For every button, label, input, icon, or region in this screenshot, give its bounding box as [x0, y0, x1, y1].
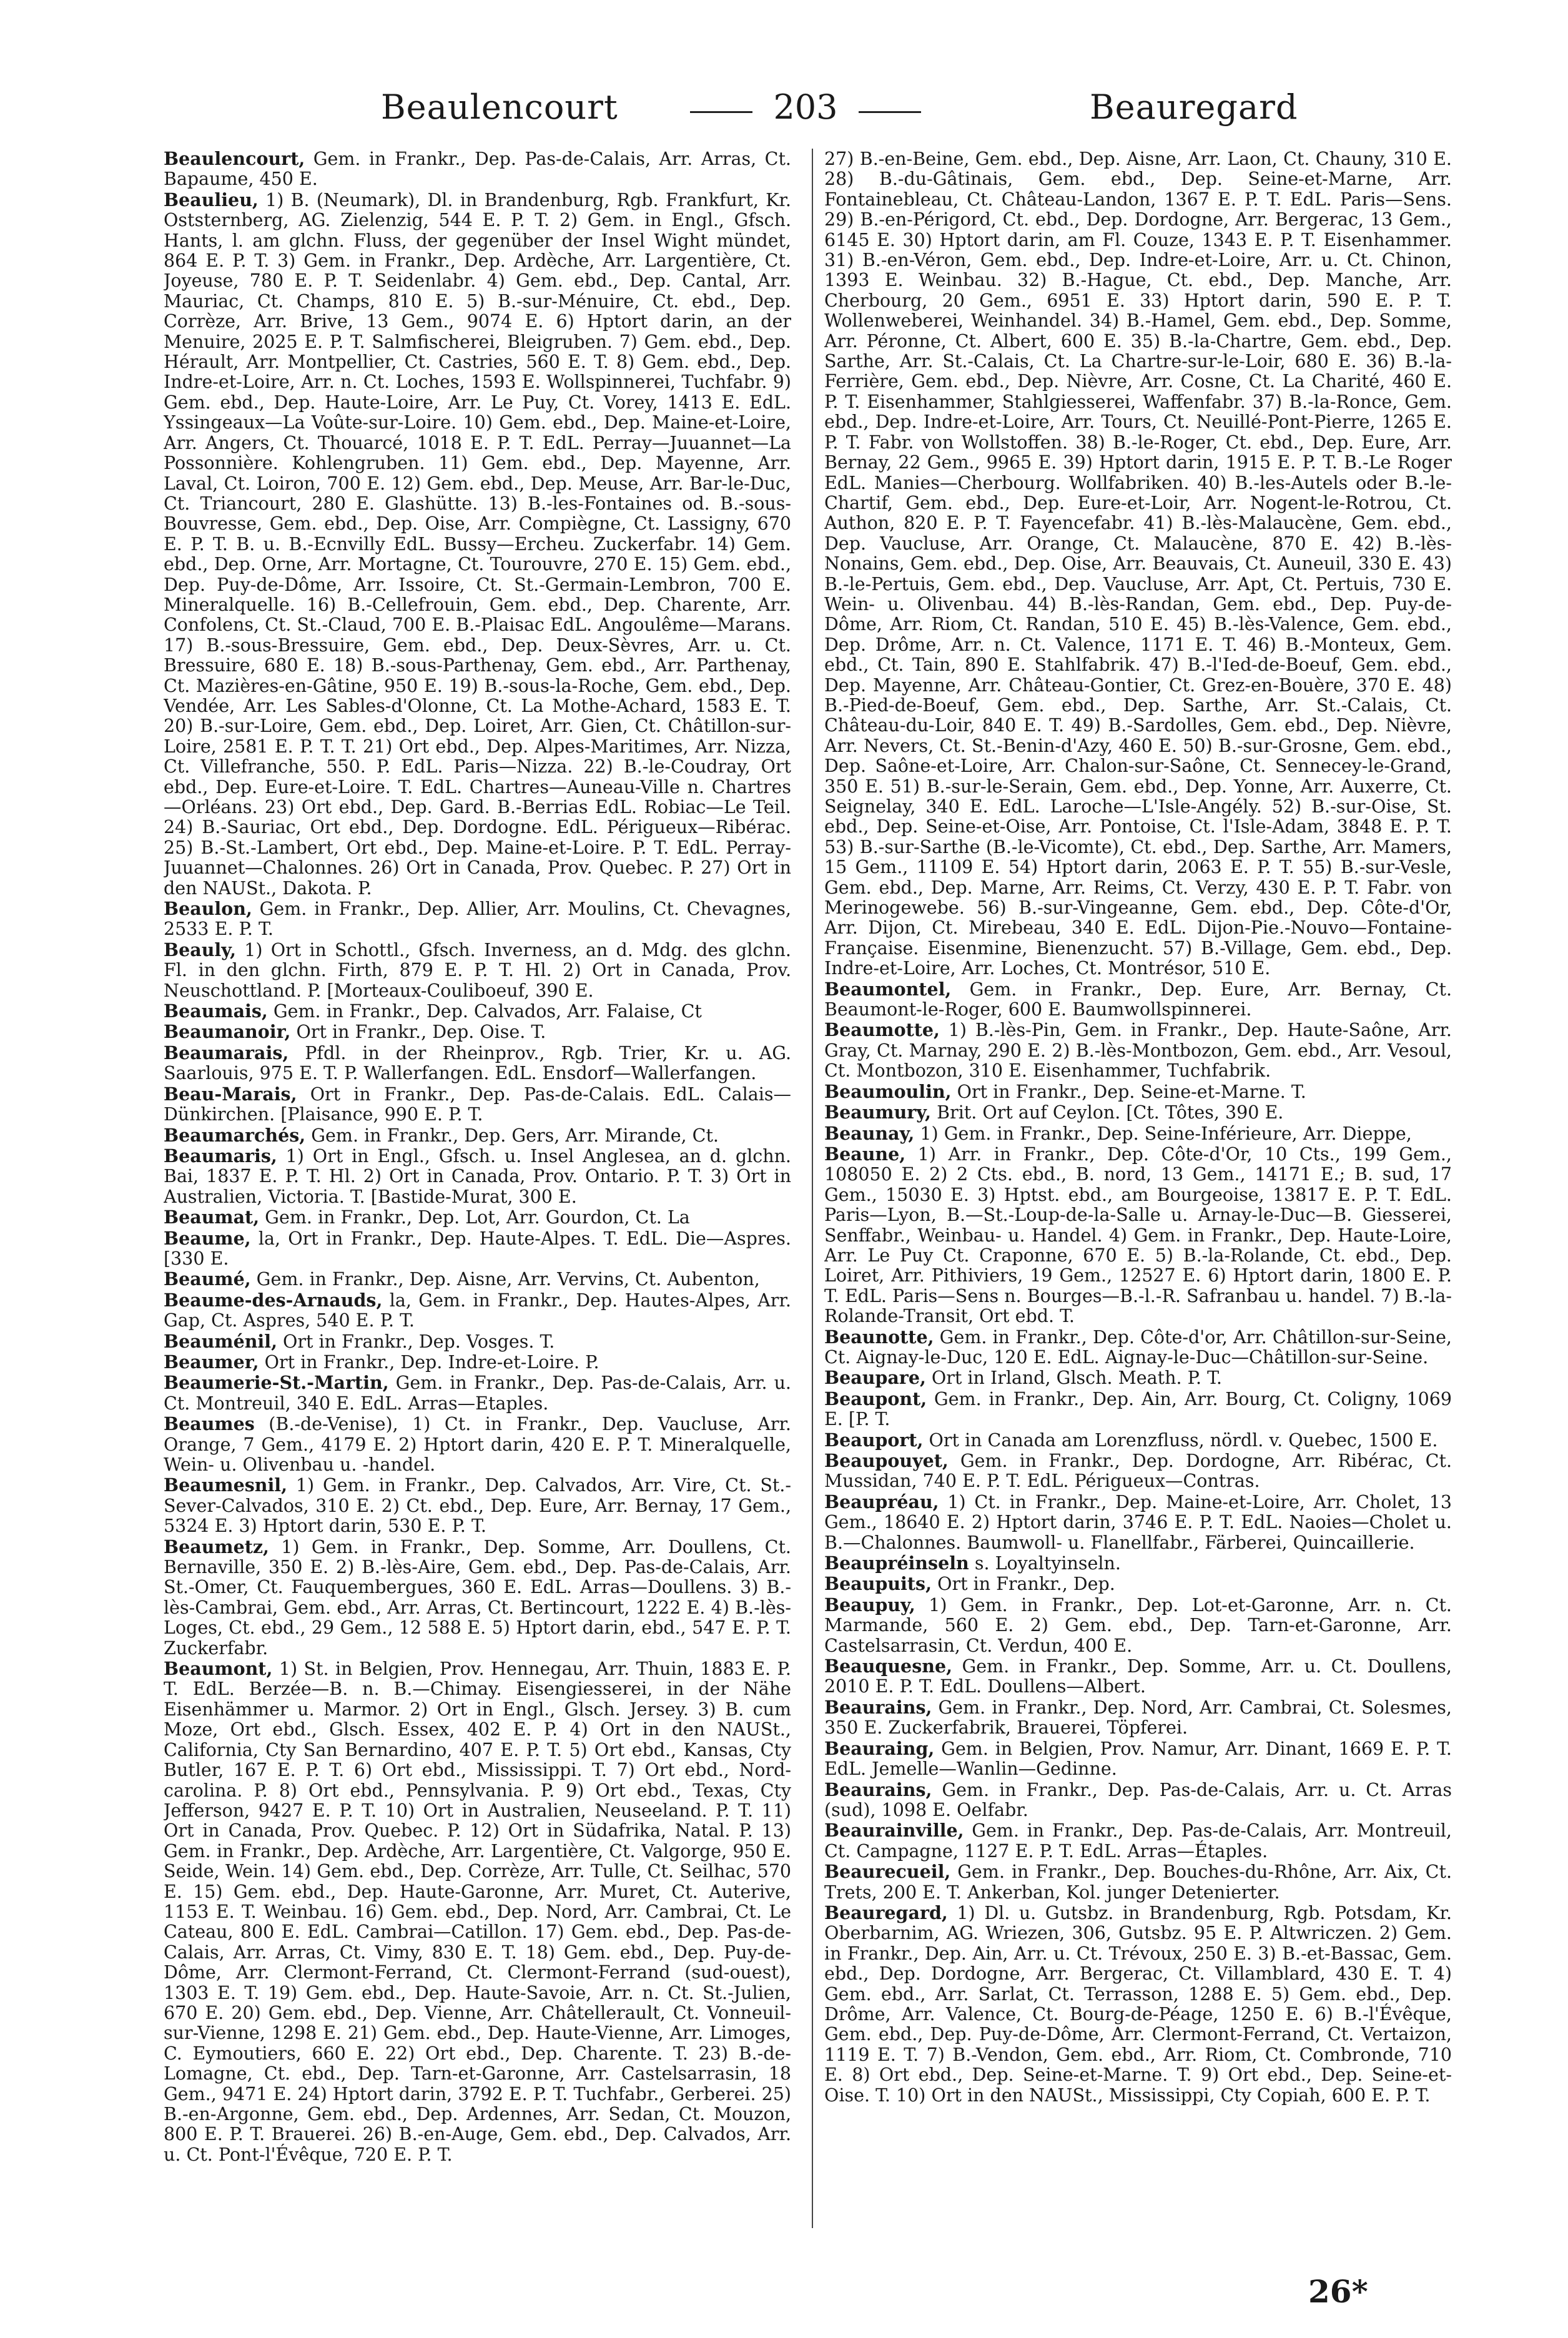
entry-text: Gem. in Frankr., Dep. Pas-de-Calais, Arr. Arras, Ct. Bapaume, 450 E. [164, 149, 791, 190]
gazetteer-entry [824, 1820, 1452, 1862]
entry-headword: Beaupuy, [824, 1594, 915, 1615]
gazetteer-entry [824, 1430, 1452, 1451]
left-column [164, 149, 791, 2247]
entry-headword: Beaume, [164, 1227, 251, 1249]
entry-text: Gem. in Frankr., Dep. Gers, Arr. Mirande, Ct. [305, 1125, 719, 1146]
gazetteer-entry [824, 1739, 1452, 1780]
gazetteer-entry [164, 1228, 791, 1270]
entry-headword: Beauquesne, [824, 1655, 953, 1677]
entry-headword: Beaupréau, [824, 1491, 939, 1512]
entry-text: Ort in Frankr., Dep. Pas-de-Calais. EdL. Calais—Dünkirchen. [Plaisance, 990 E. P. T. [164, 1083, 791, 1125]
entry-headword: Beauregard, [824, 1901, 948, 1923]
gazetteer-entry [824, 1492, 1452, 1553]
entry-headword: Beaumer, [164, 1351, 259, 1373]
entry-text: 1) Gem. in Frankr., Dep. Seine-Inférieure, Arr. Dieppe, [914, 1123, 1412, 1144]
entry-text: Gem. in Frankr., Dep. Pas-de-Calais, Arr. u. Ct. Montreuil, 340 E. EdL. Arras—Etaples. [164, 1373, 791, 1414]
entry-headword: Beaupont, [824, 1388, 927, 1409]
entry-text: Gem. in Frankr., Dep. Pas-de-Calais, Arr. Montreuil, Ct. Campagne, 1127 E. P. T. EdL. Arras—Étaples. [824, 1820, 1452, 1862]
running-head-left: Beaulencourt [381, 87, 618, 127]
entry-headword: Beaumé, [164, 1268, 251, 1290]
entry-text: Ort in Frankr., Dep. Oise. T. [290, 1022, 546, 1043]
gazetteer-entry [164, 1352, 791, 1373]
gazetteer-entry [824, 1697, 1452, 1739]
entry-headword: Beauraing, [824, 1737, 935, 1759]
entry-headword: Beaumat, [164, 1206, 260, 1228]
gazetteer-entry [824, 1082, 1452, 1102]
entry-text: Gem. in Frankr., Dep. Eure, Arr. Bernay, Ct. Beaumont-le-Roger, 600 E. Baumwollspinnerei. [824, 979, 1452, 1020]
entry-headword: Beaume-des-Arnauds, [164, 1289, 383, 1311]
gazetteer-entry [164, 1659, 791, 2165]
entry-headword: Beaulieu, [164, 189, 259, 210]
entry-headword: Beau-Marais, [164, 1083, 297, 1105]
entry-text: Gem. in Belgien, Prov. Namur, Arr. Dinant, 1669 E. P. T. EdL. Jemelle—Wanlin—Gedinne. [824, 1738, 1452, 1780]
gazetteer-entry [164, 1125, 791, 1146]
entry-text: la, Gem. in Frankr., Dep. Hautes-Alpes, Arr. Gap, Ct. Aspres, 540 E. P. T. [164, 1290, 791, 1331]
gazetteer-entry [824, 149, 1452, 979]
entry-text: 1) St. in Belgien, Prov. Hennegau, Arr. Thuin, 1883 E. P. T. EdL. Berzée—B. n. B.—Chimay. Eisengiesserei, in der Nähe Eisenhämmer u. Marmor. 2) Ort in Engl., Glsch. Jersey. 3) B. cum Moze, Ort ebd., Glsch. Essex, 402 E. P. 4) Ort in den NAUSt., California, Cty San Bernardino, 407 E. P. T. 5) Ort ebd., Kansas, Cty Butler, 167 E. P. T. 6) Ort ebd., Mississippi. T. 7) Ort ebd., Nord-carolina. P. 8) Ort ebd., Pennsylvania. P. 9) Ort ebd., Texas, Cty Jefferson, 9427 E. P. T. 10) Ort in Australien, Neuseeland. P. T. 11) Ort in Canada, Prov. Quebec. P. 12) Ort in Südafrika, Natal. P. 13) Gem. in Frankr., Dep. Ardèche, Arr. Largentière, Ct. Valgorge, 950 E. Seide, Wein. 14) Gem. ebd., Dep. Corrèze, Arr. Tulle, Ct. Seilhac, 570 E. 15) Gem. ebd., Dep. Haute-Garonne, Arr. Muret, Ct. Auterive, 1153 E. T. Weinbau. 16) Gem. ebd., Dep. Nord, Arr. Cambrai, Ct. Le Cateau, 800 E. EdL. Cambrai—Catillon. 17) Gem. ebd., Dep. Pas-de-Calais, Arr. Arras, Ct. Vimy, 830 E. T. 18) Gem. ebd., Dep. Puy-de-Dôme, Arr. Clermont-Ferrand, Ct. Clermont-Ferrand (sud-ouest), 1303 E. T. 19) Gem. ebd., Dep. Haute-Savoie, Arr. n. Ct. St.-Julien, 670 E. 20) Gem. ebd., Dep. Vienne, Arr. Châtellerault, Ct. Vonneuil-sur-Vienne, 1298 E. 21) Gem. ebd., Dep. Haute-Vienne, Arr. Limoges, C. Eymoutiers, 660 E. 22) Ort ebd., Dep. Charente. T. 23) B.-de-Lomagne, Ct. ebd., Dep. Tarn-et-Garonne, Arr. Castelsarrasin, 18 Gem., 9471 E. 24) Hptort darin, 3792 E. P. T. Tuchfabr., Gerberei. 25) B.-en-Argonne, Gem. ebd., Dep. Ardennes, Arr. Sedan, Ct. Mouzon, 800 E. P. T. Brauerei. 26) B.-en-Auge, Gem. ebd., Dep. Calvados, Arr. u. Ct. Pont-l'Évêque, 720 E. P. T. [164, 1659, 791, 2165]
entry-headword: Beaumetz, [164, 1536, 269, 1557]
entry-text: 1) Gem. in Frankr., Dep. Calvados, Arr. Vire, Ct. St.-Sever-Calvados, 310 E. 2) Ct. ebd., Dep. Eure, Arr. Bernay, 17 Gem., 5324 E. 3) Hptort darin, 530 E. P. T. [164, 1475, 791, 1537]
entry-headword: Beaumury, [824, 1102, 932, 1123]
gazetteer-entry [824, 1020, 1452, 1081]
entry-text: Ort in Frankr., Dep. Indre-et-Loire. P. [259, 1351, 599, 1373]
entry-text: Ort in Canada am Lorenzfluss, nördl. v. Quebec, 1500 E. [923, 1429, 1438, 1451]
entry-headword: Beaurainville, [824, 1820, 964, 1842]
entry-headword: Beaune, [824, 1143, 906, 1165]
entry-text: Gem. in Frankr., Dep. Somme, Arr. u. Ct. Doullens, 2010 E. P. T. EdL. Doullens—Albert. [824, 1656, 1452, 1697]
entry-text: Gem. in Frankr., Dep. Aisne, Arr. Vervins, Ct. Aubenton, [250, 1269, 760, 1290]
entry-text: 1) Ct. in Frankr., Dep. Maine-et-Loire, Arr. Cholet, 13 Gem., 18640 E. 2) Hptort darin, 3746 E. P. T. EdL. Naoies—Cholet u. B.—Chalonnes. Baumwoll- u. Flanellfabr., Färberei, Quincaillerie. [824, 1491, 1452, 1553]
entry-headword: Beaumais, [164, 1000, 268, 1022]
gazetteer-entry [164, 1043, 791, 1084]
gazetteer-entry [164, 1475, 791, 1536]
entry-headword: Beaurecueil, [824, 1861, 951, 1883]
entry-headword: Beaumes [164, 1413, 255, 1435]
gazetteer-entry [164, 1207, 791, 1228]
gazetteer-entry [824, 1123, 1452, 1144]
entry-headword: Beaumotte, [824, 1019, 940, 1041]
entry-headword: Beaulon, [164, 898, 252, 920]
entry-headword: Beaumarchés, [164, 1124, 306, 1146]
entry-headword: Beaurains, [824, 1778, 932, 1800]
entry-text: la, Ort in Frankr., Dep. Haute-Alpes. T. EdL. Die—Aspres. [330 E. [164, 1228, 791, 1269]
entry-headword: Beaumesnil, [164, 1474, 288, 1496]
gazetteer-entry [164, 1146, 791, 1207]
gazetteer-entry [164, 899, 791, 940]
entry-text: Gem. in Frankr., Dep. Dordogne, Arr. Ribérac, Ct. Mussidan, 740 E. P. T. EdL. Périgueux—Contras. [824, 1451, 1452, 1492]
entry-headword: Beaumarais, [164, 1042, 289, 1063]
entry-text: Gem. in Frankr., Dep. Calvados, Arr. Falaise, Ct [267, 1001, 702, 1022]
entry-text: (B.-de-Venise), 1) Ct. in Frankr., Dep. Vaucluse, Arr. Orange, 7 Gem., 4179 E. 2) Hptort darin, 420 E. P. T. Mineralquelle, Wein- u. Olivenbau u. -handel. [164, 1414, 791, 1475]
gazetteer-entry [824, 979, 1452, 1020]
entry-text: 1) Dl. u. Gutsbz. in Brandenburg, Rgb. Potsdam, Kr. Oberbarnim, AG. Wriezen, 306, Gutsbz. 95 E. P. Altwriczen. 2) Gem. in Frankr., Dep. Ain, Arr. u. Ct. Trévoux, 250 E. 3) B.-et-Bassac, Gem. ebd., Dep. Dordogne, Arr. Bergerac, Ct. Villamblard, 430 E. T. 4) Gem. ebd., Arr. Sarlat, Ct. Terrasson, 1288 E. 5) Gem. ebd., Dep. Drôme, Arr. Valence, Ct. Bourg-de-Péage, 1250 E. 6) B.-l'Évêque, Gem. ebd., Dep. Puy-de-Dôme, Arr. Clermont-Ferrand, Ct. Vertaizon, 1119 E. T. 7) B.-Vendon, Gem. ebd., Arr. Riom, Ct. Combronde, 710 E. 8) Ort ebd., Dep. Seine-et-Marne. T. 9) Ort ebd., Dep. Seine-et-Oise. T. 10) Ort in den NAUSt., Mississippi, Cty Copiah, 600 E. P. T. [824, 1902, 1452, 2106]
entry-headword: Beaunotte, [824, 1326, 934, 1348]
entry-headword: Beauport, [824, 1429, 924, 1451]
gazetteer-entry [164, 940, 791, 1001]
gazetteer-entry [164, 149, 791, 190]
entry-text: Ort in Frankr., Dep. Vosges. T. [277, 1331, 555, 1352]
entry-headword: Beaulencourt, [164, 149, 305, 169]
gazetteer-entry [824, 1144, 1452, 1327]
entry-text: Brit. Ort auf Ceylon. [Ct. Tôtes, 390 E. [931, 1102, 1284, 1123]
entry-text: 1) B. (Neumark), Dl. in Brandenburg, Rgb. Frankfurt, Kr. Oststernberg, AG. Zielenzig, 544 E. P. T. 2) Gem. in Engl., Gfsch. Hants, l. am glchn. Fluss, der gegenüber der Insel Wight mündet, 864 E. P. T. 3) Gem. in Frankr., Dep. Ardèche, Arr. Largentière, Ct. Joyeuse, 780 E. P. T. Seidenlabr. 4) Gem. ebd., Dep. Cantal, Arr. Mauriac, Ct. Champs, 810 E. 5) B.-sur-Ménuire, Ct. ebd., Dep. Corrèze, Arr. Brive, 13 Gem., 9074 E. 6) Hptort darin, an der Menuire, 2025 E. P. T. Salmfischerei, Bleigruben. 7) Gem. ebd., Dep. Hérault, Arr. Montpellier, Ct. Castries, 560 E. T. 8) Gem. ebd., Dep. Indre-et-Loire, Arr. n. Ct. Loches, 1593 E. Wollspinnerei, Tuchfabr. 9) Gem. ebd., Dep. Haute-Loire, Arr. Le Puy, Ct. Vorey, 1413 E. EdL. Yssingeaux—La Voûte-sur-Loire. 10) Gem. ebd., Dep. Maine-et-Loire, Arr. Angers, Ct. Thouarcé, 1018 E. P. T. EdL. Perray—Juuannet—La Possonnière. Kohlengruben. 11) Gem. ebd., Dep. Mayenne, Arr. Laval, Ct. Loiron, 700 E. 12) Gem. ebd., Dep. Meuse, Arr. Bar-le-Duc, Ct. Triancourt, 280 E. Glashütte. 13) B.-les-Fontaines od. B.-sous-Bouvresse, Gem. ebd., Dep. Oise, Arr. Compiègne, Ct. Lassigny, 670 E. P. T. B. u. B.-Ecnvilly EdL. Bussy—Ercheu. Zuckerfabr. 14) Gem. ebd., Dep. Orne, Arr. Mortagne, Ct. Tourouvre, 270 E. 15) Gem. ebd., Dep. Puy-de-Dôme, Arr. Issoire, Ct. St.-Germain-Lembron, 700 E. Mineralquelle. 16) B.-Cellefrouin, Gem. ebd., Dep. Charente, Arr. Confolens, Ct. St.-Claud, 700 E. B.-Plaisac EdL. Angoulême—Marans. 17) B.-sous-Bressuire, Gem. ebd., Dep. Deux-Sèvres, Arr. u. Ct. Bressuire, 680 E. 18) B.-sous-Parthenay, Gem. ebd., Arr. Parthenay, Ct. Mazières-en-Gâtine, 950 E. 19) B.-sous-la-Roche, Gem. ebd., Dep. Vendée, Arr. Les Sables-d'Olonne, Ct. La Mothe-Achard, 1583 E. T. 20) B.-sur-Loire, Gem. ebd., Dep. Loiret, Arr. Gien, Ct. Châtillon-sur-Loire, 2581 E. P. T. T. 21) Ort ebd., Dep. Alpes-Maritimes, Arr. Nizza, Ct. Villefranche, 550. P. EdL. Paris—Nizza. 22) B.-le-Coudray, Ort ebd., Dep. Eure-et-Loire. T. EdL. Chartres—Auneau-Ville n. Chartres—Orléans. 23) Ort ebd., Dep. Gard. B.-Berrias EdL. Robiac—Le Teil. 24) B.-Sauriac, Ort ebd., Dep. Dordogne. EdL. Périgueux—Ribérac. 25) B.-St.-Lambert, Ort ebd., Dep. Maine-et-Loire. P. T. EdL. Perray-Juuannet—Chalonnes. 26) Ort in Canada, Prov. Quebec. P. 27) Ort in den NAUSt., Dakota. P. [164, 189, 791, 899]
entry-headword: Beaupuits, [824, 1573, 932, 1595]
gazetteer-entry [824, 1595, 1452, 1656]
entry-text: Ort in Irland, Glsch. Meath. P. T. [925, 1368, 1222, 1389]
entry-text: 27) B.-en-Beine, Gem. ebd., Dep. Aisne, Arr. Laon, Ct. Chauny, 310 E. 28) B.-du-Gâtinais, Gem. ebd., Dep. Seine-et-Marne, Arr. Fontainebleau, Ct. Château-Landon, 1367 E. P. T. EdL. Paris—Sens. 29) B.-en-Périgord, Ct. ebd., Dep. Dordogne, Arr. Bergerac, 13 Gem., 6145 E. 30) Hptort darin, am Fl. Couze, 1343 E. P. T. Eisenhammer. 31) B.-en-Véron, Gem. ebd., Dep. Indre-et-Loire, Arr. u. Ct. Chinon, 1393 E. Weinbau. 32) B.-Hague, Ct. ebd., Dep. Manche, Arr. Cherbourg, 20 Gem., 6951 E. 33) Hptort darin, 590 E. P. T. Wollenweberei, Weinhandel. 34) B.-Hamel, Gem. ebd., Dep. Somme, Arr. Péronne, Ct. Albert, 600 E. 35) B.-la-Chartre, Gem. ebd., Dep. Sarthe, Arr. St.-Calais, Ct. La Chartre-sur-le-Loir, 680 E. 36) B.-la-Ferrière, Gem. ebd., Dep. Nièvre, Arr. Cosne, Ct. La Charité, 460 E. P. T. Eisenhammer, Stahlgiesserei, Waffenfabr. 37) B.-la-Ronce, Gem. ebd., Dep. Indre-et-Loire, Arr. Tours, Ct. Neuillé-Pont-Pierre, 1265 E. P. T. Fabr. von Wollstoffen. 38) B.-le-Roger, Ct. ebd., Dep. Eure, Arr. Bernay, 22 Gem., 9965 E. 39) Hptort darin, 1915 E. P. T. B.-Le Roger EdL. Manies—Cherbourg. Wollfabriken. 40) B.-les-Autels oder B.-le-Chartif, Gem. ebd., Dep. Eure-et-Loir, Arr. Nogent-le-Rotrou, Ct. Authon, 820 E. P. T. Fayencefabr. 41) B.-lès-Malaucène, Gem. ebd., Dep. Vaucluse, Arr. Orange, Ct. Malaucène, 870 E. 42) B.-lès-Nonains, Gem. ebd., Dep. Oise, Arr. Beauvais, Ct. Auneuil, 330 E. 43) B.-le-Pertuis, Gem. ebd., Dep. Vaucluse, Arr. Apt, Ct. Pertuis, 730 E. Wein- u. Olivenbau. 44) B.-lès-Randan, Gem. ebd., Dep. Puy-de-Dôme, Arr. Riom, Ct. Randan, 510 E. 45) B.-lès-Valence, Gem. ebd., Dep. Drôme, Arr. n. Ct. Valence, 1171 E. T. 46) B.-Monteux, Gem. ebd., Ct. Tain, 890 E. Stahlfabrik. 47) B.-l'Ied-de-Boeuf, Gem. ebd., Dep. Mayenne, Arr. Château-Gontier, Ct. Grez-en-Bouère, 370 E. 48) B.-Pied-de-Boeuf, Gem. ebd., Dep. Sarthe, Arr. St.-Calais, Ct. Château-du-Loir, 840 E. T. 49) B.-Sardolles, Gem. ebd., Dep. Nièvre, Arr. Nevers, Ct. St.-Benin-d'Azy, 460 E. 50) B.-sur-Grosne, Gem. ebd., Dep. Saône-et-Loire, Arr. Chalon-sur-Saône, Ct. Sennecey-le-Grand, 350 E. 51) B.-sur-le-Serain, Gem. ebd., Dep. Yonne, Arr. Auxerre, Ct. Seignelay, 340 E. EdL. Laroche—L'Isle-Angély. 52) B.-sur-Oise, St. ebd., Dep. Seine-et-Oise, Arr. Pontoise, Ct. l'Isle-Adam, 3848 E. P. T. 53) B.-sur-Sarthe (B.-le-Vicomte), Ct. ebd., Dep. Sarthe, Arr. Mamers, 15 Gem., 11109 E. 54) Hptort darin, 2063 E. P. T. 55) B.-sur-Vesle, Gem. ebd., Dep. Marne, Arr. Reims, Ct. Verzy, 430 E. P. T. Fabr. von Merinogewebe. 56) B.-sur-Vingeanne, Gem. ebd., Dep. Côte-d'Or, Arr. Dijon, Ct. Mirebeau, 340 E. EdL. Dijon-Pie.-Nouvo—Fontaine-Française. Eisenmine, Bienenzucht. 57) B.-Village, Gem. ebd., Dep. Indre-et-Loire, Arr. Loches, Ct. Montrésor, 510 E. [824, 149, 1452, 979]
gazetteer-entry [824, 1903, 1452, 2106]
entry-headword: Beaupouyet, [824, 1450, 949, 1471]
entry-text: 1) Gem. in Frankr., Dep. Somme, Arr. Doullens, Ct. Bernaville, 350 E. 2) B.-lès-Aire, Gem. ebd., Dep. Pas-de-Calais, Arr. St.-Omer, Ct. Fauquembergues, 360 E. EdL. Arras—Doullens. 3) B.-lès-Cambrai, Gem. ebd., Arr. Arras, Ct. Bertincourt, 1222 E. 4) B.-lès-Loges, Ct. ebd., 29 Gem., 12 588 E. 5) Hptort darin, ebd., 547 E. P. T. Zuckerfabr. [164, 1536, 791, 1659]
running-head-right: Beauregard [1090, 87, 1298, 127]
gazetteer-entry [824, 1553, 1452, 1574]
entry-headword: Beauménil, [164, 1330, 277, 1352]
entry-headword: Beaumoulin, [824, 1080, 952, 1102]
entry-headword: Beaurains, [824, 1696, 932, 1718]
gazetteer-entry [164, 1001, 791, 1022]
gazetteer-entry [164, 1414, 791, 1475]
gazetteer-entry [164, 1331, 791, 1352]
gazetteer-entry [824, 1327, 1452, 1368]
gazetteer-entry [164, 1373, 791, 1414]
gazetteer-entry [164, 1269, 791, 1290]
page-number: 203 [696, 87, 915, 127]
entry-text: Gem. in Frankr., Dep. Nord, Arr. Cambrai, Ct. Solesmes, 350 E. Zuckerfabrik, Brauerei, Töpferei. [824, 1697, 1452, 1739]
gazetteer-entry [164, 1290, 791, 1331]
entry-headword: Beauly, [164, 939, 236, 960]
entry-headword: Beaupare, [824, 1367, 926, 1389]
gazetteer-entry [164, 1022, 791, 1042]
gazetteer-entry [824, 1389, 1452, 1430]
entry-headword: Beaupréinseln [824, 1552, 969, 1574]
gazetteer-entry [824, 1451, 1452, 1492]
entry-text: Ort in Frankr., Dep. Seine-et-Marne. T. [951, 1081, 1306, 1102]
gazetteer-entry [824, 1656, 1452, 1697]
entry-headword: Beaunay, [824, 1122, 915, 1144]
entry-text: Pfdl. in der Rheinprov., Rgb. Trier, Kr. u. AG. Saarlouis, 975 E. T. P. Wallerfangen. EdL. Ensdorf—Wallerfangen. [164, 1042, 791, 1084]
entry-headword: Beaumaris, [164, 1145, 277, 1167]
entry-text: Gem. in Frankr., Dep. Lot, Arr. Gourdon, Ct. La [259, 1207, 690, 1228]
entry-headword: Beaumontel, [824, 978, 952, 1000]
gazetteer-entry [164, 1537, 791, 1659]
right-column [824, 149, 1452, 2247]
entry-text: Gem. in Frankr., Dep. Pas-de-Calais, Arr. u. Ct. Arras (sud), 1098 E. Oelfabr. [824, 1779, 1452, 1820]
entry-text: s. Loyaltyinseln. [969, 1553, 1121, 1574]
entry-text: 1) Ort in Engl., Gfsch. u. Insel Anglesea, an d. glchn. Bai, 1837 E. P. T. Hl. 2) Ort in Canada, Prov. Ontario. P. T. 3) Ort in Australien, Victoria. T. [Bastide-Murat, 300 E. [164, 1145, 791, 1207]
entry-text: Gem. in Frankr., Dep. Côte-d'or, Arr. Châtillon-sur-Seine, Ct. Aignay-le-Duc, 120 E. EdL. Aignay-le-Duc—Châtillon-sur-Seine. [824, 1326, 1452, 1368]
entry-text: 1) Gem. in Frankr., Dep. Lot-et-Garonne, Arr. n. Ct. Marmande, 560 E. 2) Gem. ebd., Dep. Tarn-et-Garonne, Arr. Castelsarrasin, Ct. Verdun, 400 E. [824, 1594, 1452, 1656]
entry-text: Gem. in Frankr., Dep. Allier, Arr. Moulins, Ct. Chevagnes, 2533 E. P. T. [164, 899, 791, 940]
entry-headword: Beaumanoir, [164, 1021, 291, 1043]
entry-text: Gem. in Frankr., Dep. Bouches-du-Rhône, Arr. Aix, Ct. Trets, 200 E. T. Ankerban, Kol. junger Detenierter. [824, 1862, 1452, 1903]
gazetteer-entry [824, 1102, 1452, 1123]
gazetteer-entry [824, 1574, 1452, 1594]
gazetteer-entry [824, 1368, 1452, 1388]
entry-headword: Beaumont, [164, 1658, 273, 1680]
entry-text: 1) Arr. in Frankr., Dep. Côte-d'Or, 10 Cts., 199 Gem., 108050 E. 2) 2 Cts. ebd., B. nord, 13 Gem., 14171 E.; B. sud, 17 Gem., 15030 E. 3) Hptst. ebd., am Bourgeoise, 13817 E. P. T. EdL. Paris—Lyon, B.—St.-Loup-de-la-Salle u. Arnay-le-Duc—B. Giesserei, Senffabr., Weinbau- u. Handel. 4) Gem. in Frankr., Dep. Haute-Loire, Arr. Le Puy Ct. Craponne, 670 E. 5) B.-la-Rolande, Ct. ebd., Dep. Loiret, Arr. Pithiviers, 19 Gem., 12527 E. 6) Hptort darin, 1800 E. P. T. EdL. Paris—Sens n. Bourges—B.-l.-R. Safranbau u. handel. 7) B.-la-Rolande-Transit, Ort ebd. T. [824, 1143, 1452, 1327]
entry-text: Ort in Frankr., Dep. [932, 1574, 1115, 1595]
entry-headword: Beaumerie-St.-Martin, [164, 1372, 389, 1394]
column-divider [812, 149, 813, 2228]
signature-mark: 26* [1308, 2273, 1368, 2310]
gazetteer-entry [164, 190, 791, 899]
page-header [0, 0, 1568, 144]
entry-text: 1) Ort in Schottl., Gfsch. Inverness, an d. Mdg. des glchn. Fl. in den glchn. Firth, 879 E. P. T. Hl. 2) Ort in Canada, Prov. Neuschottland. P. [Morteaux-Couliboeuf, 390 E. [164, 939, 791, 1001]
entry-text: 1) B.-lès-Pin, Gem. in Frankr., Dep. Haute-Saône, Arr. Gray, Ct. Marnay, 290 E. 2) B.-lès-Montbozon, Gem. ebd., Arr. Vesoul, Ct. Montbozon, 310 E. Eisenhammer, Tuchfabrik. [824, 1020, 1452, 1082]
entry-text: Gem. in Frankr., Dep. Ain, Arr. Bourg, Ct. Coligny, 1069 E. [P. T. [824, 1388, 1452, 1430]
gazetteer-entry [824, 1780, 1452, 1821]
gazetteer-entry [824, 1862, 1452, 1903]
gazetteer-entry [164, 1084, 791, 1125]
